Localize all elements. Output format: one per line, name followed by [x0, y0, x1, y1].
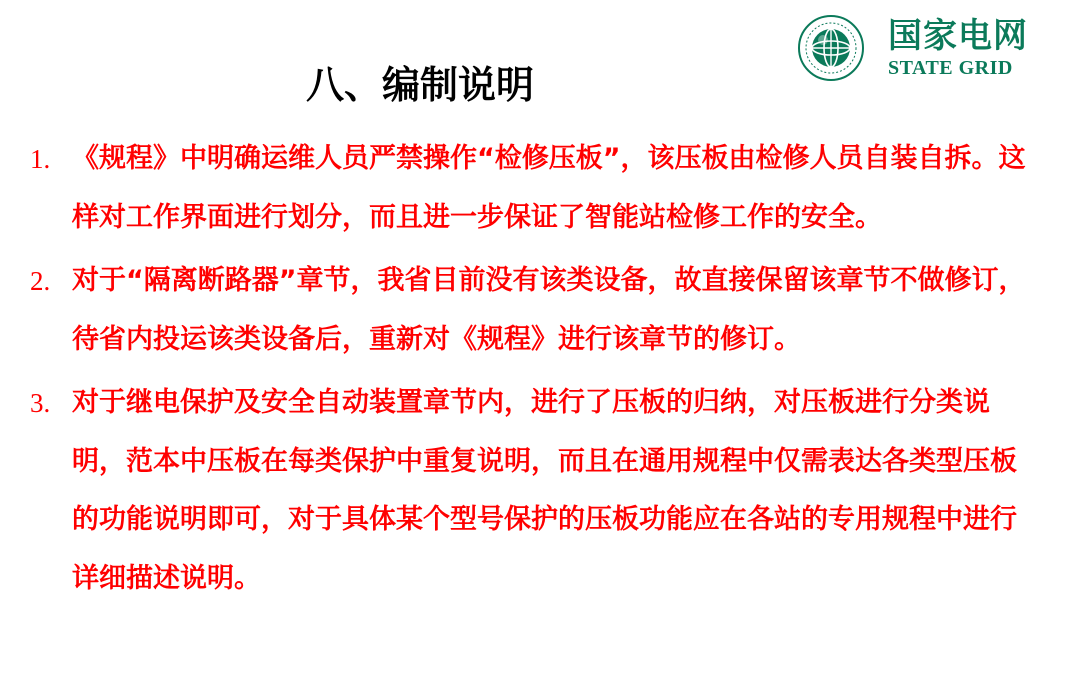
explanation-list — [30, 130, 1040, 613]
state-grid-emblem-icon — [796, 14, 866, 82]
list-item — [30, 130, 1040, 247]
list-item-number: 2. — [30, 266, 51, 296]
logo-chinese-name: 国家电网 — [888, 16, 1028, 56]
list-item-text: 对于继电保护及安全自动装置章节内，进行了压板的归纳，对压板进行分类说明，范本中压板在每类保护中重复说明，而且在通用规程中仅需表达各类型压板的功能说明即可，对于具体某个型号保护的压板功能应在各站的专用规程中进行详细描述说明。 — [72, 387, 1017, 594]
list-item-number: 1. — [30, 144, 51, 174]
list-item-number: 3. — [30, 388, 51, 418]
page-title: 八、编制说明 — [306, 63, 535, 107]
state-grid-logo — [796, 14, 1036, 82]
list-item — [30, 252, 1040, 369]
list-item-text: 《规程》中明确运维人员严禁操作“检修压板”，该压板由检修人员自装自拆。这样对工作界面进行划分，而且进一步保证了智能站检修工作的安全。 — [72, 143, 1026, 233]
logo-english-name: STATE GRID — [888, 57, 1013, 79]
list-item-text: 对于“隔离断路器”章节，我省目前没有该类设备，故直接保留该章节不做修订，待省内投运该类设备后，重新对《规程》进行该章节的修订。 — [72, 265, 1026, 355]
list-item — [30, 374, 1040, 608]
